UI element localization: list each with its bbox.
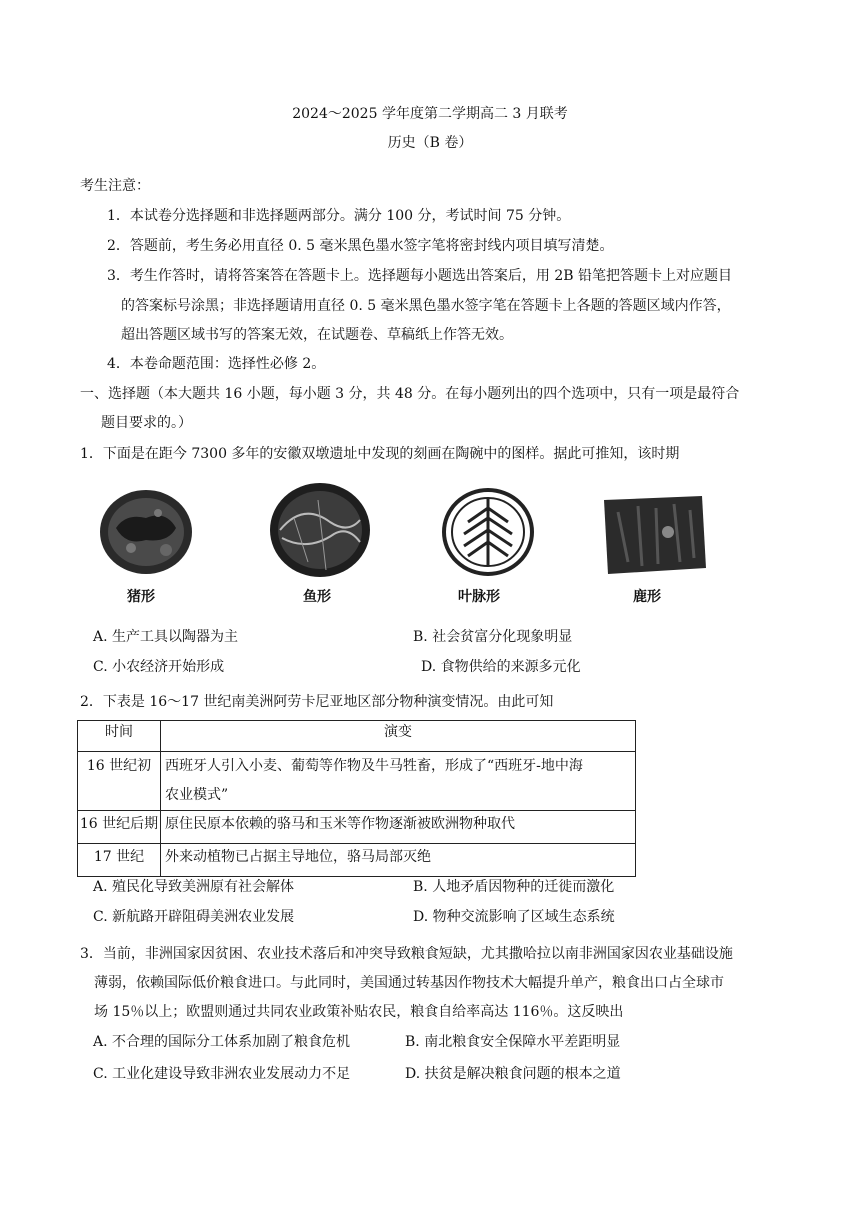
q1-option-d: D. 食物供给的来源多元化 [421, 659, 581, 675]
q2-option-c: C. 新航路开辟阻碍美洲农业发展 [93, 909, 295, 925]
q3-stem-line3: 场 15％以上；欧盟则通过共同农业政策补贴农民，粮食自给率高达 116％。这反映出 [94, 1004, 624, 1020]
caption-pig: 猪形 [127, 589, 155, 605]
table-row [78, 844, 636, 877]
q3-option-c: C. 工业化建设导致非洲农业发展动力不足 [93, 1066, 351, 1082]
table-cell-time: 16 世纪初 [78, 752, 161, 811]
notice-item-2: 2．答题前，考生务必用直径 0. 5 毫米黑色墨水签字笔将密封线内项目填写清楚。 [107, 238, 614, 254]
caption-leaf-vein: 叶脉形 [458, 589, 500, 605]
q2-option-d: D. 物种交流影响了区域生态系统 [413, 909, 615, 925]
q2-option-a: A. 殖民化导致美洲原有社会解体 [93, 879, 295, 895]
table-row [78, 811, 636, 844]
q3-option-b: B. 南北粮食安全保障水平差距明显 [405, 1034, 621, 1050]
section-heading-cont: 题目要求的。） [101, 415, 192, 431]
caption-fish: 鱼形 [303, 589, 331, 605]
pig-pattern-image [96, 488, 196, 578]
notice-item-3-cont-1: 的答案标号涂黑；非选择题请用直径 0. 5 毫米黑色墨水签字笔在答题卡上各题的答题区域内作答， [121, 298, 731, 314]
q2-stem: 2．下表是 16～17 世纪南美洲阿劳卡尼亚地区部分物种演变情况。由此可知 [80, 694, 554, 710]
q1-stem: 1．下面是在距今 7300 多年的安徽双墩遗址中发现的刻画在陶碗中的图样。据此可推知，该时期 [80, 446, 680, 462]
notice-heading: 考生注意： [80, 178, 150, 194]
table-cell-desc [161, 752, 636, 811]
notice-item-1: 1．本试卷分选择题和非选择题两部分。满分 100 分，考试时间 75 分钟。 [107, 208, 571, 224]
notice-item-4: 4．本卷命题范围：选择性必修 2。 [107, 356, 326, 372]
exam-subtitle: 历史（B 卷） [387, 135, 473, 151]
q3-stem-line2: 薄弱，依赖国际低价粮食进口。与此同时，美国通过转基因作物技术大幅提升单产，粮食出口占全球市 [94, 975, 724, 991]
table-cell-desc-line2: 农业模式” [165, 787, 229, 803]
table-cell-time: 16 世纪后期 [78, 811, 161, 844]
q1-option-c: C. 小农经济开始形成 [93, 659, 225, 675]
q2-table [77, 720, 636, 877]
fish-pattern-image [268, 482, 372, 578]
table-cell-desc: 外来动植物已占据主导地位，骆马局部灭绝 [161, 844, 636, 877]
table-header-time: 时间 [78, 721, 161, 752]
q2-option-b: B. 人地矛盾因物种的迁徙而激化 [413, 879, 615, 895]
table-row [78, 752, 636, 811]
q3-stem-line1: 3．当前，非洲国家因贫困、农业技术落后和冲突导致粮食短缺，尤其撒哈拉以南非洲国家因农业基础设施 [80, 946, 733, 962]
leaf-vein-pattern-image [440, 486, 536, 578]
notice-item-3-cont-2: 超出答题区域书写的答案无效，在试题卷、草稿纸上作答无效。 [121, 327, 513, 343]
q1-option-a: A. 生产工具以陶器为主 [93, 629, 239, 645]
q1-option-b: B. 社会贫富分化现象明显 [413, 629, 573, 645]
section-heading: 一、选择题（本大题共 16 小题，每小题 3 分，共 48 分。在每小题列出的四个选项中，只有一项是最符合 [80, 386, 740, 402]
notice-item-3: 3．考生作答时，请将答案答在答题卡上。选择题每小题选出答案后，用 2B 铅笔把答题卡上对应题目 [107, 268, 733, 284]
deer-pattern-image [598, 492, 710, 578]
table-cell-desc: 原住民原本依赖的骆马和玉米等作物逐渐被欧洲物种取代 [161, 811, 636, 844]
q3-option-d: D. 扶贫是解决粮食问题的根本之道 [405, 1066, 621, 1082]
exam-title: 2024～2025 学年度第二学期高二 3 月联考 [292, 106, 568, 122]
caption-deer: 鹿形 [633, 589, 661, 605]
table-cell-time: 17 世纪 [78, 844, 161, 877]
table-header-evolution: 演变 [161, 721, 636, 752]
table-cell-desc-line1: 西班牙人引入小麦、葡萄等作物及牛马牲畜，形成了“西班牙-地中海 [165, 758, 583, 774]
q3-option-a: A. 不合理的国际分工体系加剧了粮食危机 [93, 1034, 351, 1050]
